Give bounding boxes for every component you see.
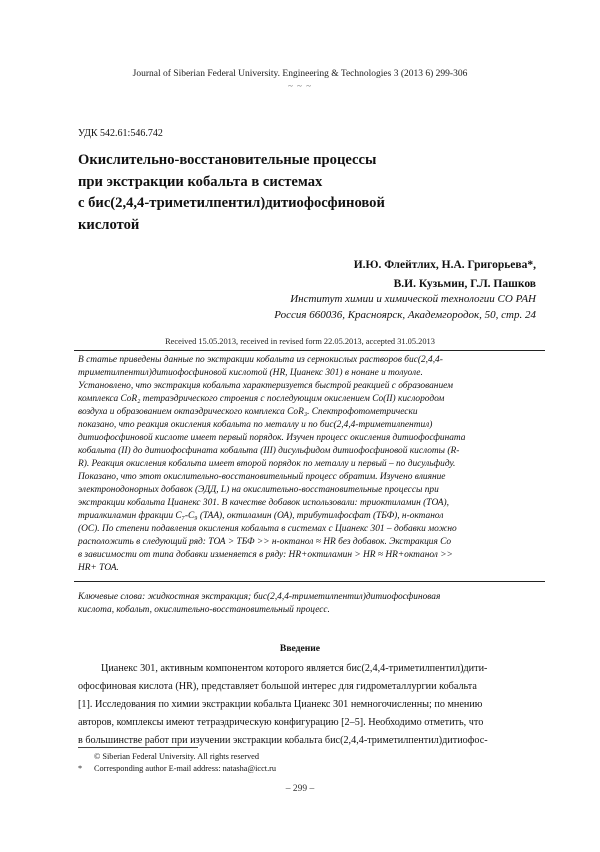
abstract-line: дитиофосфиновой кислоте имеет первый порядок. Изучен процесс окисления дитиофосфината (78, 433, 466, 443)
footnote-mark: * (78, 764, 83, 773)
authors-line: И.Ю. Флейтлих, Н.А. Григорьева*, (353, 259, 536, 271)
abstract-line: комплекса CoR₂ тетраэдрического строения с последующим окислением Co(II) кислородом (78, 394, 445, 404)
abstract-line: Показано, что этот окислительно-восстановительный процесс обратим. Изучено влияние (78, 472, 446, 482)
udc-code: УДК 542.61:546.742 (78, 128, 163, 139)
body-line: [1]. Исследования по химии экстракции кобальта Цианекс 301 немногочисленны; по мнению (78, 699, 483, 710)
footnote-email[interactable]: Corresponding author E-mail address: natasha@icct.ru (94, 764, 277, 773)
keywords-line: Ключевые слова: жидкостная экстракция; бис(2,4,4-триметилпентил)дитиофосфиновая (78, 592, 441, 602)
affiliation-line: Россия 660036, Красноярск, Академгородок, 50, стр. 24 (274, 308, 536, 321)
journal-header: Journal of Siberian Federal University. Engineering & Technologies 3 (2013 6) 299-306 (132, 69, 468, 79)
abstract-line: кобальта (II) до дитиофосфината кобальта (III) дисульфидом дитиофосфиновой кислоты (R- (78, 446, 460, 456)
abstract-line: воздуха и образованием октаэдрического комплекса CoR₃. Спектрофотометрически (78, 407, 418, 417)
keywords-line: кислота, кобальт, окислительно-восстановительный процесс. (78, 605, 330, 615)
article-title (78, 150, 458, 236)
body-line: авторов, комплексы имеют тетраэдрическую конфигурацию [2–5]. Необходимо отметить, что (78, 717, 484, 728)
section-title: Введение (279, 643, 321, 654)
footnote-rule (78, 747, 198, 748)
abstract-line: (ОС). По степени подавления окисления кобальта в системах с Цианекс 301 – добавки можно (78, 524, 457, 534)
page-number: – 299 – (285, 784, 315, 794)
footnote-text: © Siberian Federal University. All rights reserved (94, 752, 259, 761)
abstract-line: R). Реакция окисления кобальта имеет второй порядок по металлу и первый – по дисульфиду. (78, 459, 456, 469)
body-line: в большинстве работ при изучении экстракции кобальта бис(2,4,4-триметилпентил)дитиофос- (78, 735, 488, 746)
title-line: Окислительно-восстановительные процессы (78, 152, 377, 168)
body-line: Цианекс 301, активным компонентом которого является бис(2,4,4-триметилпентил)дити- (101, 663, 488, 674)
affiliation (274, 292, 536, 323)
received-dates: Received 15.05.2013, received in revised form 22.05.2013, accepted 31.05.2013 (165, 337, 435, 346)
header-ornament: ~ ~ ~ (287, 81, 313, 91)
footnote-copyright (78, 752, 259, 761)
abstract-line: экстракции кобальта Цианекс 301. В качестве добавок использовали: триоктиламин (ТОА), (78, 498, 449, 508)
title-line: с бис(2,4,4-триметилпентил)дитиофосфиновой (78, 195, 385, 211)
body-line: офосфиновая кислота (HR), представляет большой интерес для гидрометаллургии кобальта (78, 681, 477, 692)
abstract-line: Установлено, что экстракция кобальта характеризуется быстрой реакцией с образованием (78, 381, 454, 391)
abstract-line: триметилпентил)дитиофосфиновой кислотой (HR, Цианекс 301) в нонане и толуоле. (78, 368, 423, 378)
abstract-line: HR+ ТОА. (78, 563, 119, 573)
affiliation-line: Институт химии и химической технологии СО РАН (290, 293, 536, 305)
abstract-line: электронодонорных добавок (ЭДД, L) на окислительно-восстановительные процессы при (78, 485, 439, 495)
abstract-line: в зависимости от типа добавки изменяется в ряду: HR+октиламин > HR ≈ HR+октанол >> (78, 550, 453, 560)
abstract-line: В статье приведены данные по экстракции кобальта из сернокислых растворов бис(2,4,4- (78, 355, 443, 365)
abstract-line: триалкиламин фракции C₇-C₉ (ТАА), октиламин (ОА), трибутилфосфат (ТБФ), н-октанол (78, 511, 444, 521)
abstract-line: расположить в следующий ряд: ТОА > ТБФ >> н-октанол ≈ HR без добавок. Экстракция Co (78, 537, 452, 547)
title-line: кислотой (78, 216, 140, 233)
title-line: при экстракции кобальта в системах (78, 173, 323, 190)
footnote-corresponding (78, 764, 276, 773)
authors-line: В.И. Кузьмин, Г.Л. Пашков (393, 278, 536, 290)
abstract-line: показано, что реакция окисления кобальта по металлу и по бис(2,4,4-триметилпентил) (78, 420, 433, 430)
authors (354, 256, 536, 294)
